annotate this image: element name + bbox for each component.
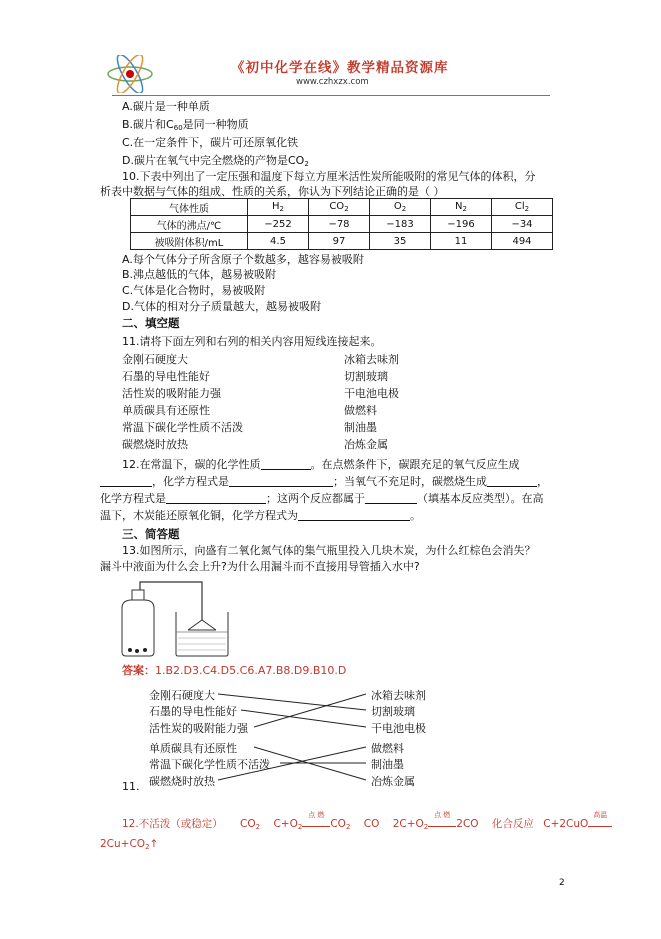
table-cell: −183 — [370, 216, 431, 233]
q9-option-a: A.碳片是一种单质 — [122, 100, 210, 113]
header-url[interactable]: www.czhxzx.com — [296, 77, 369, 87]
answer-q12-line1: 12.不活泼（或稳定） CO2 C+O2 点 燃 CO2 CO 2C+O2 点 燃 2CO 化合反应 C+2CuO 高温 — [122, 816, 612, 831]
table-cell: $O_2$ — [370, 199, 431, 216]
answer-blank[interactable] — [365, 492, 417, 504]
q9-option-c: C.在一定条件下，碳片可还原氧化铁 — [122, 136, 299, 149]
answer-blank[interactable] — [487, 475, 537, 487]
answer-q11-right-2: 切割玻璃 — [371, 705, 415, 718]
answer-q11-right-3: 干电池电极 — [371, 722, 426, 735]
section-fill-in-title: 二、填空题 — [122, 316, 180, 330]
header-divider — [112, 95, 550, 96]
q10-option-d: D.气体的相对分子质量越大，越易被吸附 — [122, 300, 321, 313]
q11-right-1: 冰箱去味剂 — [344, 353, 399, 366]
answer-q11-right-1: 冰箱去味剂 — [371, 689, 426, 702]
q12-line1: 12.在常温下，碳的化学性质 。在点燃条件下，碳跟充足的氧气反应生成 — [122, 458, 520, 471]
q10-option-c: C.气体是化合物时，易被吸附 — [122, 284, 266, 297]
answer-q11-left-6: 碳燃烧时放热 — [149, 775, 215, 788]
q13-line2: 漏斗中液面为什么会上升?为什么用漏斗而不直接用导管插入水中? — [100, 560, 420, 573]
q12-line4: 温下，木炭能还原氧化铜，化学方程式为 。 — [100, 509, 421, 522]
q10-option-b: B.沸点越低的气体，越易被吸附 — [122, 268, 277, 281]
answer-mc-line: 答案：1.B2.D3.C4.D5.C6.A7.B8.D9.B10.D — [122, 664, 347, 677]
answer-q11-left-3: 活性炭的吸附能力强 — [149, 722, 248, 735]
table-cell: 4.5 — [248, 233, 309, 250]
table-row — [131, 233, 553, 250]
table-cell: 11 — [431, 233, 492, 250]
table-row — [131, 216, 553, 233]
q11-left-6: 碳燃烧时放热 — [122, 438, 188, 451]
table-cell: −34 — [492, 216, 553, 233]
table-cell: 494 — [492, 233, 553, 250]
table-row — [131, 199, 553, 216]
q12-line3: 化学方程式是 ；这两个反应都属于 （填基本反应类型）。在高 — [100, 492, 544, 505]
answer-blank[interactable] — [166, 492, 266, 504]
answer-q11-left-1: 金刚石硬度大 — [149, 689, 215, 702]
q10-option-a: A.每个气体分子所含原子个数越多，越容易被吸附 — [122, 253, 364, 266]
q11-left-2: 石墨的导电性能好 — [122, 370, 210, 383]
answer-blank[interactable] — [261, 458, 311, 470]
answer-q12-line2: 2Cu+CO2↑ — [100, 838, 159, 851]
gas-table — [130, 198, 553, 250]
answer-q11-right-6: 冶炼金属 — [371, 775, 415, 788]
answer-q11-number: 11. — [122, 780, 140, 793]
table-cell: 气体性质 — [131, 199, 248, 216]
answer-blank[interactable] — [100, 475, 152, 487]
answer-q11-right-5: 制油墨 — [371, 758, 404, 771]
q11-right-3: 干电池电极 — [344, 387, 399, 400]
q10-stem-line2: 析表中数据与气体的组成、性质的关系，你认为下列结论正确的是（ ） — [100, 185, 445, 198]
answer-blank[interactable] — [298, 509, 410, 521]
table-cell: 35 — [370, 233, 431, 250]
table-cell: 被吸附体积/mL — [131, 233, 248, 250]
q11-right-2: 切割玻璃 — [344, 370, 388, 383]
table-cell: 97 — [309, 233, 370, 250]
q12-line2: ，化学方程式是 ；当氧气不充足时，碳燃烧生成 ， — [100, 473, 548, 489]
header-title: 《初中化学在线》教学精品资源库 — [231, 60, 449, 76]
table-cell: −196 — [431, 216, 492, 233]
q11-right-4: 做燃料 — [344, 404, 377, 417]
q11-right-5: 制油墨 — [344, 421, 377, 434]
section-short-answer-title: 三、简答题 — [122, 527, 180, 541]
q11-stem: 11.请将下面左列和右列的相关内容用短线连接起来。 — [122, 335, 382, 348]
answer-q11-left-4: 单质碳具有还原性 — [149, 742, 237, 755]
answer-q11-right-4: 做燃料 — [371, 742, 404, 755]
gas-bottle-funnel-apparatus-illustration — [118, 580, 238, 660]
q9-option-d: D.碳片在氧气中完全燃烧的产物是CO2 — [122, 154, 309, 168]
q9-option-b: B.碳片和C60是同一种物质 — [122, 118, 249, 132]
logo-atom-icon — [104, 55, 156, 93]
table-cell: $CO_2$ — [309, 199, 370, 216]
q11-left-4: 单质碳具有还原性 — [122, 404, 210, 417]
table-cell: −252 — [248, 216, 309, 233]
table-cell: $Cl_2$ — [492, 199, 553, 216]
page-number: 2 — [559, 878, 565, 888]
table-cell: −78 — [309, 216, 370, 233]
answer-q11-left-5: 常温下碳化学性质不活泼 — [149, 758, 270, 771]
q11-left-5: 常温下碳化学性质不活泼 — [122, 421, 243, 434]
answer-blank[interactable] — [229, 475, 333, 487]
q10-stem-line1: 10.下表中列出了一定压强和温度下每立方厘米活性炭所能吸附的常见气体的体积，分 — [122, 170, 536, 183]
q11-right-6: 冶炼金属 — [344, 438, 388, 451]
table-cell: $H_2$ — [248, 199, 309, 216]
q11-left-3: 活性炭的吸附能力强 — [122, 387, 221, 400]
answer-q11-left-2: 石墨的导电性能好 — [149, 705, 237, 718]
table-cell: 气体的沸点/℃ — [131, 216, 248, 233]
q11-left-1: 金刚石硬度大 — [122, 353, 188, 366]
q13-line1: 13.如图所示，向盛有二氧化氮气体的集气瓶里投入几块木炭，为什么红棕色会消失？ — [122, 544, 536, 557]
table-cell: $N_2$ — [431, 199, 492, 216]
